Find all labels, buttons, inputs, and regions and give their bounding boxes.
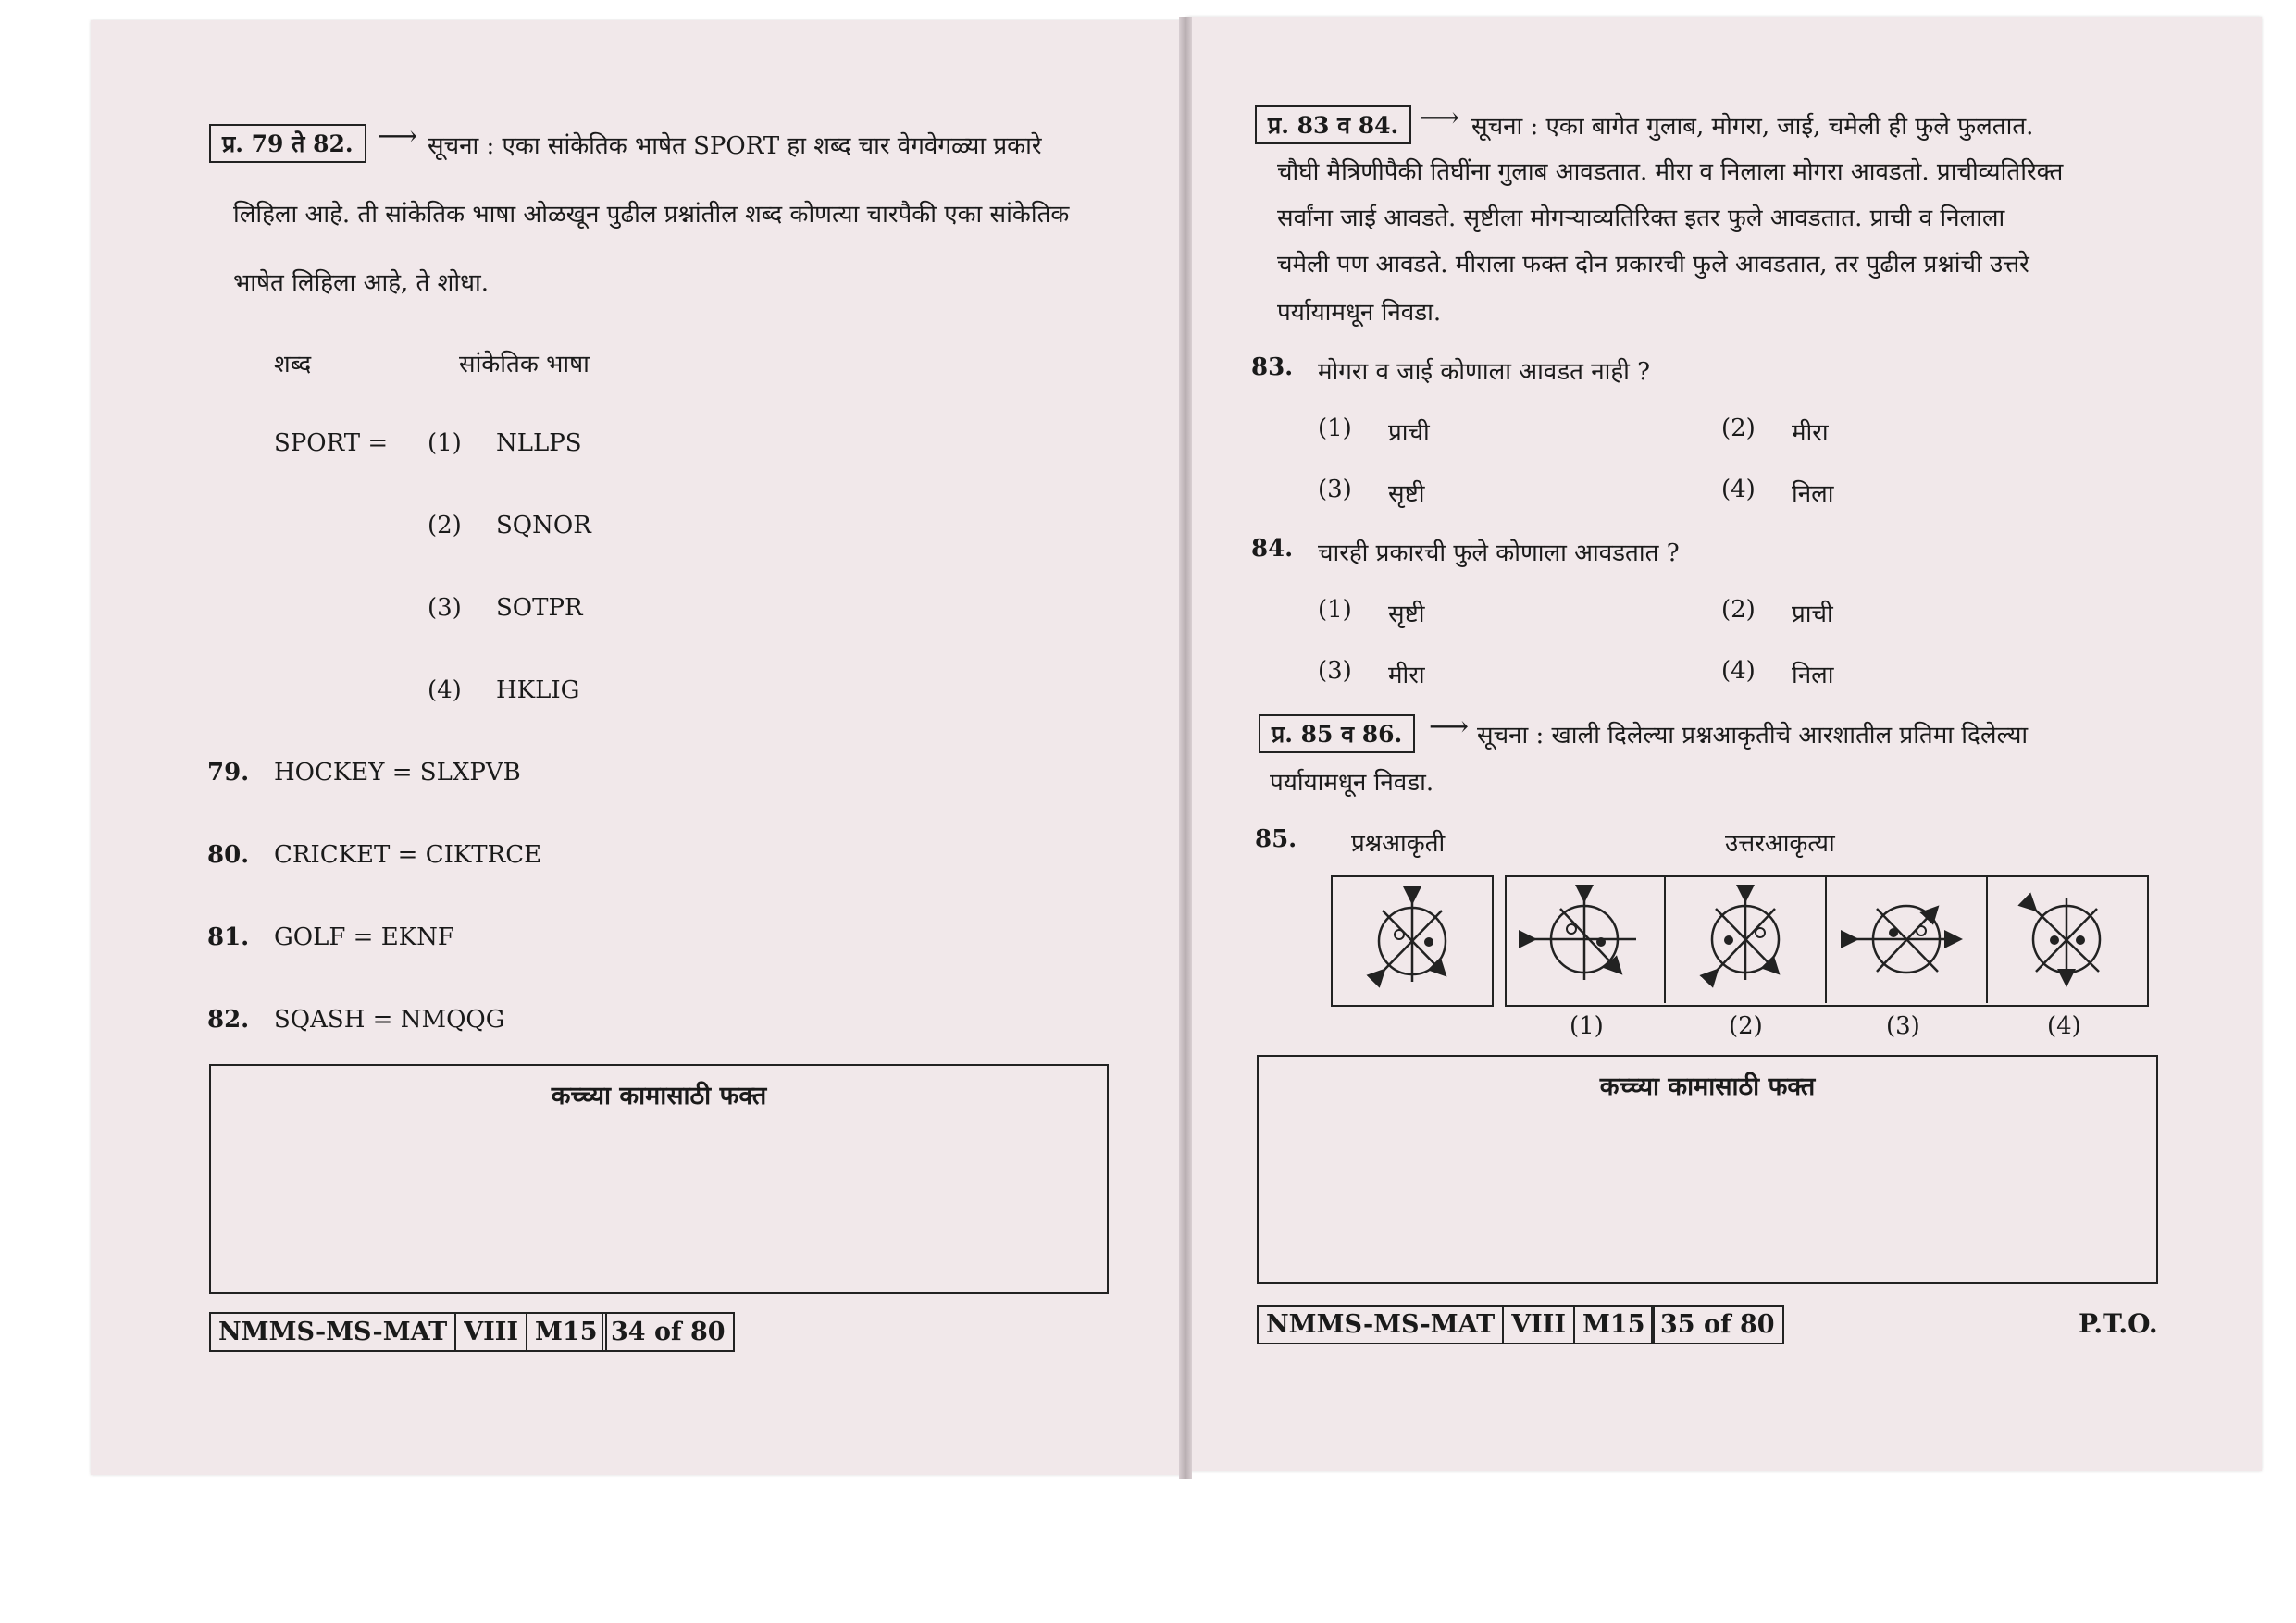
code-value: HKLIG bbox=[496, 676, 580, 704]
option-text: सृष्टी bbox=[1388, 601, 1425, 628]
paragraph-line-4: चमेली पण आवडते. मीराला फक्त दोन प्रकारची फुले आवडतात, तर पुढील प्रश्नांची उत्तरे bbox=[1277, 251, 2029, 279]
answer-label: (1) bbox=[1570, 1012, 1604, 1040]
option-num: (1) bbox=[1318, 415, 1352, 442]
code-num: (2) bbox=[428, 512, 462, 539]
option-num: (4) bbox=[1721, 476, 1756, 503]
answer-figure-3 bbox=[1827, 875, 1986, 1003]
option-num: (3) bbox=[1318, 657, 1352, 685]
answer-label: (3) bbox=[1886, 1012, 1920, 1040]
option-text: मीरा bbox=[1792, 419, 1829, 447]
instruction-box-83-84: प्र. 83 व 84. bbox=[1255, 105, 1411, 144]
column-header-code: सांकेतिक भाषा bbox=[459, 351, 590, 378]
question-figure-drawing bbox=[1333, 877, 1492, 1005]
answer-figure-1 bbox=[1505, 875, 1664, 1003]
option-num: (3) bbox=[1318, 476, 1352, 503]
paragraph-line-2: चौघी मैत्रिणीपैकी तिघींना गुलाब आवडतात. मीरा व निलाला मोगरा आवडतो. प्राचीव्यतिरिक्त bbox=[1277, 158, 2064, 186]
instruction-line-2: लिहिला आहे. ती सांकेतिक भाषा ओळखून पुढील प्रश्नांतील शब्द कोणत्या चारपैकी एका सांकेतिक bbox=[233, 201, 1070, 229]
question-text: SQASH = NMQQG bbox=[274, 1006, 505, 1034]
instruction-line-3: भाषेत लिहिला आहे, ते शोधा. bbox=[233, 269, 490, 297]
column-header-word: शब्द bbox=[274, 351, 312, 378]
paragraph-line-5: पर्यायामधून निवडा. bbox=[1277, 299, 1442, 327]
arrow-icon: ⟶ bbox=[378, 120, 418, 153]
question-text: GOLF = EKNF bbox=[274, 923, 454, 951]
option-num: (1) bbox=[1318, 596, 1352, 624]
footer-standard: VIII bbox=[1504, 1307, 1575, 1343]
arrow-icon: ⟶ bbox=[1420, 102, 1460, 134]
code-value: NLLPS bbox=[496, 429, 582, 457]
option-num: (2) bbox=[1721, 596, 1756, 624]
code-num: (4) bbox=[428, 676, 462, 704]
answer-figure-3-drawing bbox=[1827, 875, 1986, 1003]
option-num: (4) bbox=[1721, 657, 1756, 685]
question-number: 83. bbox=[1251, 353, 1294, 381]
option-text: निला bbox=[1792, 662, 1834, 689]
page-number: 35 of 80 bbox=[1651, 1305, 1784, 1344]
paragraph-line-3: सर्वांना जाई आवडते. सृष्टीला मोगऱ्याव्यतिरिक्त इतर फुले आवडतात. प्राची व निलाला bbox=[1277, 204, 2005, 232]
answer-figures-label: उत्तरआकृत्या bbox=[1725, 830, 1835, 858]
question-number: 79. bbox=[207, 759, 250, 787]
rough-work-box bbox=[1257, 1055, 2158, 1284]
question-figure bbox=[1331, 875, 1494, 1007]
code-value: SOTPR bbox=[496, 594, 583, 622]
question-text: चारही प्रकारची फुले कोणाला आवडतात ? bbox=[1318, 539, 1680, 567]
paragraph-line-1: सूचना : एका बागेत गुलाब, मोगरा, जाई, चमेली ही फुले फुलतात. bbox=[1471, 113, 2034, 141]
option-text: प्राची bbox=[1388, 419, 1430, 447]
question-text: CRICKET = CIKTRCE bbox=[274, 841, 542, 869]
question-text: मोगरा व जाई कोणाला आवडत नाही ? bbox=[1318, 358, 1651, 386]
footer-code-box bbox=[1257, 1305, 1655, 1344]
footer-exam-code: NMMS-MS-MAT bbox=[1259, 1307, 1504, 1343]
rough-work-box bbox=[209, 1064, 1109, 1294]
question-figure-label: प्रश्नआकृती bbox=[1351, 830, 1446, 858]
code-num: (1) bbox=[428, 429, 462, 457]
arrow-icon: ⟶ bbox=[1429, 711, 1470, 743]
question-number: 84. bbox=[1251, 535, 1294, 563]
option-num: (2) bbox=[1721, 415, 1756, 442]
rough-work-label: कच्च्या कामासाठी फक्त bbox=[1599, 1072, 1816, 1101]
code-num: (3) bbox=[428, 594, 462, 622]
footer-medium: M15 bbox=[535, 1318, 598, 1346]
answer-label: (2) bbox=[1729, 1012, 1763, 1040]
footer-code-box bbox=[209, 1312, 607, 1352]
option-text: मीरा bbox=[1388, 662, 1425, 689]
instruction-box-85-86: प्र. 85 व 86. bbox=[1259, 714, 1415, 753]
rough-work-label: कच्च्या कामासाठी फक्त bbox=[551, 1082, 767, 1110]
instruction-box-79-82: प्र. 79 ते 82. bbox=[209, 124, 366, 163]
option-text: प्राची bbox=[1792, 601, 1833, 628]
answer-figure-2 bbox=[1666, 875, 1825, 1003]
question-number: 85. bbox=[1255, 825, 1297, 853]
instruction2-line-1: सूचना : खाली दिलेल्या प्रश्नआकृतीचे आरशातील प्रतिमा दिलेल्या bbox=[1477, 722, 2029, 750]
question-number: 81. bbox=[207, 923, 250, 951]
question-text: HOCKEY = SLXPVB bbox=[274, 759, 521, 787]
sport-label: SPORT = bbox=[274, 429, 389, 457]
instruction-line-1: सूचना : एका सांकेतिक भाषेत SPORT हा शब्द चार वेगवेगळ्या प्रकारे bbox=[428, 132, 1042, 160]
footer-exam-code: NMMS-MS-MAT bbox=[211, 1314, 456, 1350]
pto-label: P.T.O. bbox=[2079, 1308, 2158, 1339]
question-number: 80. bbox=[207, 841, 250, 869]
book-spine bbox=[1179, 17, 1192, 1479]
option-text: निला bbox=[1792, 480, 1834, 508]
question-number: 82. bbox=[207, 1006, 250, 1034]
code-value: SQNOR bbox=[496, 512, 591, 539]
answer-figure-1-drawing bbox=[1505, 875, 1664, 1003]
footer-standard: VIII bbox=[456, 1314, 527, 1350]
footer-medium: M15 bbox=[1582, 1310, 1645, 1339]
answer-label: (4) bbox=[2047, 1012, 2081, 1040]
answer-figure-4-drawing bbox=[1988, 875, 2145, 1003]
option-text: सृष्टी bbox=[1388, 480, 1425, 508]
answer-figure-2-drawing bbox=[1666, 875, 1825, 1003]
instruction2-line-2: पर्यायामधून निवडा. bbox=[1270, 769, 1434, 797]
page-number: 34 of 80 bbox=[602, 1312, 735, 1352]
answer-figure-4 bbox=[1988, 875, 2145, 1003]
